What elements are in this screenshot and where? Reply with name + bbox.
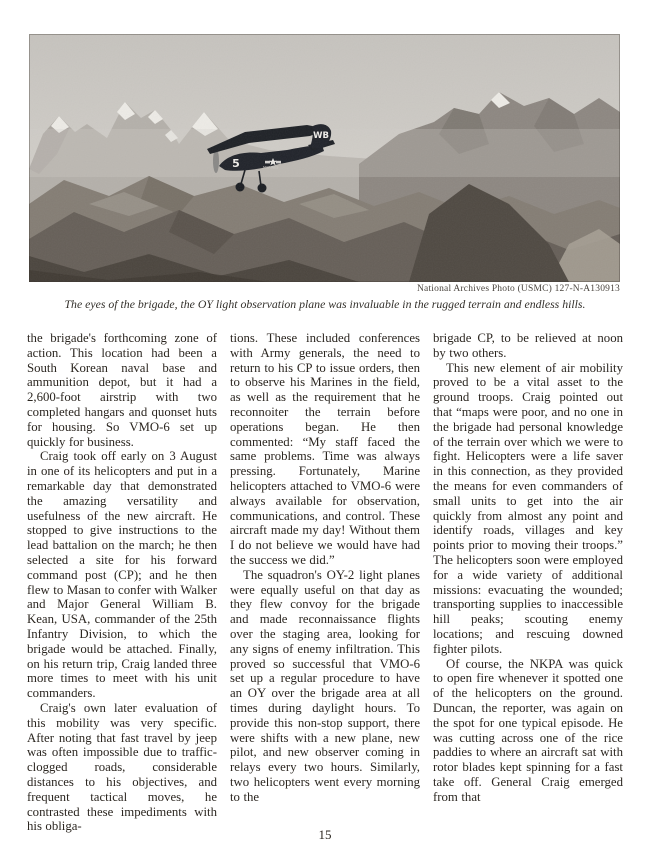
plane-fuselage-text: MARINES xyxy=(263,165,279,170)
photo-oy-plane xyxy=(29,34,620,282)
paragraph: Craig took off early on 3 August in one of its helicopters and put in a remarkable day that demonstrated the amazing versatility and usefulness of the new aircraft. He stopped to give instructions to the lead battalion on the march; he then selected a site for his forward command post (CP); and he then flew to Masan to confer with Walker and Major General William B. Kean, USA, commander of the 25th Infantry Division, to which the brigade would be attached. Finally, on his return trip, Craig landed three more times to meet with his unit commanders. xyxy=(27,449,217,701)
text-column-2 xyxy=(230,331,420,834)
paragraph: Craig's own later evaluation of this mobility was very specific. After noting that fast travel by jeep was often impossible due to traffic-clogged roads, considerable distances to his objectives, and frequent tactical moves, he contrasted these impediments with his obliga- xyxy=(27,700,217,834)
article-columns xyxy=(27,331,623,834)
paragraph: brigade CP, to be relieved at noon by two others. xyxy=(433,331,623,360)
paragraph: the brigade's forthcoming zone of action. This location had been a South Korean naval base and ammunition depot, but it had a 2,600-foot airstrip with two completed hangars and quonset huts for housing. So VMO-6 set up quickly for business. xyxy=(27,331,217,449)
page-number: 15 xyxy=(318,827,332,842)
text-column-3 xyxy=(433,331,623,834)
photo-credit: National Archives Photo (USMC) 127-N-A130913 xyxy=(416,284,620,294)
film-grain xyxy=(29,34,620,282)
paragraph: This new element of air mobility proved to be a vital asset to the ground troops. Craig pointed out that “maps were poor, and no one in the brigade had personal knowledge of the terrain over which we were to fight. Helicopters were a life saver in this connection, as they provided the means for even commanders of small units to get into the air quickly from almost any point and identify roads, villages and key points prior to moving their troops.” The helicopters soon were employed for a wide variety of additional missions: evacuating the wounded; transporting supplies to inaccessible hill peaks; scouting enemy locations; and rescuing downed fighter pilots. xyxy=(433,360,623,656)
paragraph: The squadron's OY-2 light planes were equally useful on that day as they flew convoy for the brigade and made reconnaissance flights over the staging area, looking for any signs of enemy infiltration. This proved so successful that VMO-6 set up a regular procedure to have an OY over the brigade area at all times during daylight hours. To provide this non-stop support, there were shifts with a new plane, new pilot, and new observer coming in relays every two hours. Similarly, two helicopters went every morning to the xyxy=(230,567,420,804)
plane-nose-number: 5 xyxy=(232,157,240,170)
photo-caption: The eyes of the brigade, the OY light observation plane was invaluable in the rugged terrain and endless hills. xyxy=(64,297,586,311)
photo-illustration xyxy=(29,34,620,282)
paragraph: Of course, the NKPA was quick to open fire whenever it spotted one of the helicopters on the ground. Duncan, the reporter, was again on the spot for one typical episode. He was cutting across one of the rice paddies to where an aircraft sat with rotor blades kept spinning for a fast take off. General Craig emerged from that xyxy=(433,656,623,804)
text-column-1 xyxy=(27,331,217,834)
plane-tail-code: WB xyxy=(313,131,329,141)
paragraph: tions. These included conferences with Army generals, the need to return to his CP to issue orders, then to observe his Marines in the field, as well as the requirement that he reconnoiter the terrain before operations began. He then commented: “My staff faced the same problems. Time was always pressing. Fortunately, Marine helicopters attached to VMO-6 were always available for observation, communications, and control. These aircraft made my day! Without them I do not believe we would have had the success we did.” xyxy=(230,331,420,567)
